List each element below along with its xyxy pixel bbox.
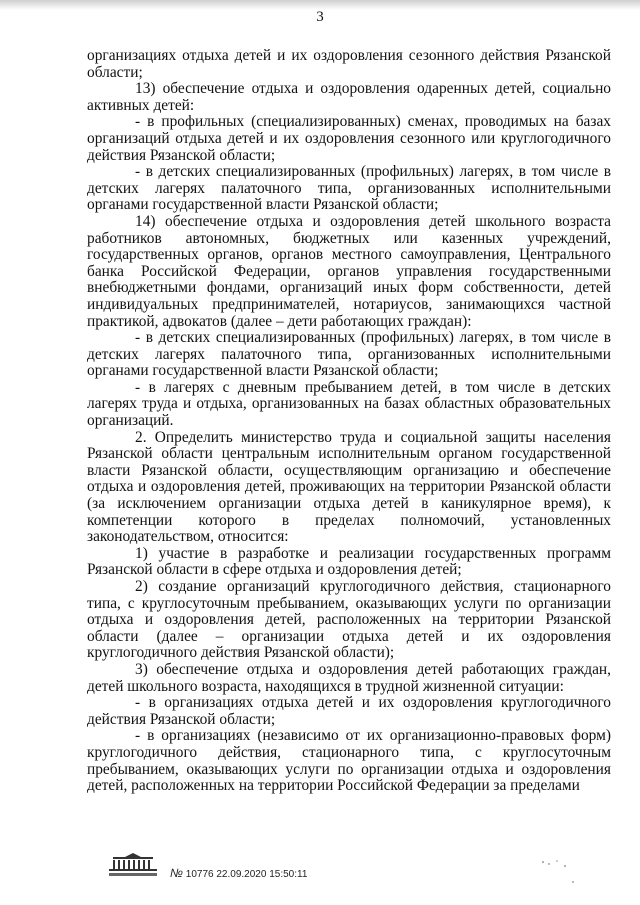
paragraph: - в детских специализированных (профильных) лагерях, в том числе в детских лагерях палаточного типа, организованных исполнительными органами государственной власти Рязанской области;	[87, 329, 611, 380]
paragraph: - в организациях (независимо от их организационно-правовых форм) круглогодичного действия, стационарного типа, с круглосуточным пребыванием, оказывающих услуги по организации отдыха и оздоровления детей, расположенных на территории Российской Федерации за пределами	[87, 727, 611, 795]
paragraph: 13) обеспечение отдыха и оздоровления одаренных детей, социально активных детей:	[87, 80, 611, 114]
paragraph: 2. Определить министерство труда и социальной защиты населения Рязанской области центральным исполнительным органом государственной власти Рязанской области, осуществляющим организацию и обеспечение отдыха и оздоровления детей, проживающих на территории Рязанской области (за исключением организации отдыха детей в каникулярное время), к компетенции которого в пределах полномочий, установленных законодательством, относится:	[87, 428, 611, 546]
paragraph: - в организациях отдыха детей и их оздоровления круглогодичного действия Рязанской области;	[87, 694, 611, 728]
stamp-text: 10776 22.09.2020 15:50:11	[185, 869, 308, 880]
government-building-logo	[103, 852, 163, 878]
paragraph: 2) создание организаций круглогодичного действия, стационарного типа, с круглосуточным пребыванием, оказывающих услуги по организации отдыха и оздоровления детей, расположенных на территории Рязанской области (далее – организации отдыха детей и их оздоровления круглогодичного действия Рязанской области);	[87, 578, 611, 662]
number-sign: №	[170, 866, 183, 880]
paragraph: организациях отдыха детей и их оздоровления сезонного действия Рязанской области;	[87, 47, 611, 81]
paragraph: - в профильных (специализированных) сменах, проводимых на базах организаций отдыха детей и их оздоровления сезонного или круглогодичного действия Рязанской области;	[87, 113, 611, 164]
paragraph: - в лагерях с дневным пребыванием детей, в том числе в детских лагерях труда и отдыха, организованных на базах областных образовательных организаций.	[87, 378, 611, 430]
paragraph: 1) участие в разработке и реализации государственных программ Рязанской области в сфере отдыха и оздоровления детей;	[87, 544, 611, 579]
registration-stamp	[170, 866, 307, 880]
page-number: 3	[316, 9, 324, 25]
scan-specks	[535, 852, 585, 892]
paragraph: 3) обеспечение отдыха и оздоровления детей работающих граждан, детей школьного возраста, находящихся в трудной жизненной ситуации:	[87, 660, 611, 695]
paragraph: 14) обеспечение отдыха и оздоровления детей школьного возраста работников автономных, бюджетных или казенных учреждений, государственных органов, органов местного самоуправления, Центрального банка Российской Федерации, органов управления государственными внебюджетными фондами, организаций иных форм собственности, детей индивидуальных предпринимателей, нотариусов, занимающихся частной практикой, адвокатов (далее – дети работающих граждан):	[87, 212, 611, 330]
paragraph: - в детских специализированных (профильных) лагерях, в том числе в детских лагерях палаточного типа, организованных исполнительными органами государственной власти Рязанской области;	[87, 163, 611, 214]
document-body	[87, 48, 611, 795]
